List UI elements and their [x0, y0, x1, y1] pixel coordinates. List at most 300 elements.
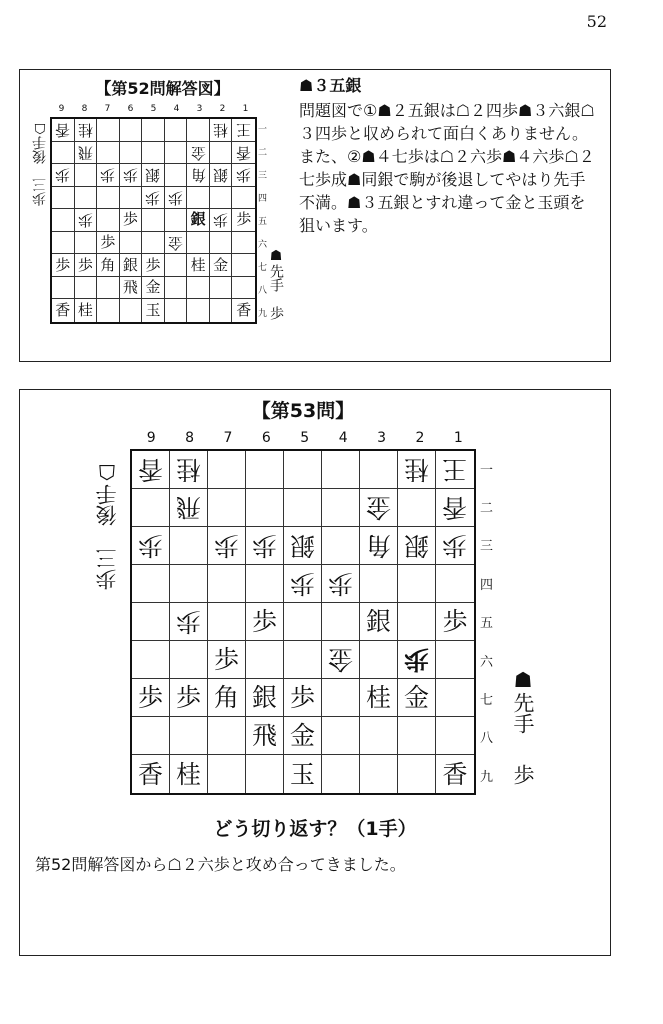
square-1-3: [232, 164, 255, 187]
sente-piece: 角: [100, 255, 116, 274]
row-label: 九: [258, 309, 268, 319]
sente-hand: 歩: [511, 764, 535, 785]
problem-title: 【第53問】: [251, 400, 355, 422]
square-7-8: [208, 717, 246, 755]
gote-piece: 飛: [77, 143, 93, 162]
column-label: 5: [150, 104, 157, 114]
square-7-4: [208, 565, 246, 603]
row-label: 八: [258, 286, 268, 296]
sente-piece: 香: [236, 301, 252, 320]
square-6-9: [246, 755, 284, 793]
square-5-7: [142, 254, 165, 277]
square-7-7: [208, 679, 246, 717]
square-8-3: [170, 527, 208, 565]
gote-piece: 歩: [213, 211, 229, 230]
square-2-6: [398, 641, 436, 679]
square-4-5: [322, 603, 360, 641]
sente-label: 先手: [511, 692, 535, 734]
square-7-7: [97, 254, 120, 277]
sente-piece: 金: [145, 278, 161, 297]
row-label: 三: [480, 539, 494, 555]
sente-piece: 金: [403, 683, 429, 712]
column-label: 2: [415, 430, 425, 446]
column-label: 9: [146, 430, 156, 446]
square-6-4: [120, 187, 143, 210]
square-6-6: [120, 232, 143, 255]
square-2-3: [210, 164, 233, 187]
gote-piece: 金: [168, 234, 184, 253]
square-6-2: [120, 142, 143, 165]
square-1-8: [436, 717, 474, 755]
sente-info: [266, 248, 286, 320]
column-label: 6: [261, 430, 271, 446]
sente-piece: 銀: [251, 683, 277, 712]
square-5-3: [284, 527, 322, 565]
row-label: 一: [480, 462, 494, 478]
sente-piece: 歩: [175, 683, 201, 712]
square-4-1: [322, 451, 360, 489]
square-3-7: [187, 254, 210, 277]
square-9-5: [132, 603, 170, 641]
gote-hand: 歩三: [95, 548, 119, 590]
gote-label: 後手: [95, 484, 119, 526]
column-label: 3: [377, 430, 386, 446]
gote-piece: 銀: [145, 166, 161, 185]
square-1-3: [436, 527, 474, 565]
square-5-9: [142, 299, 165, 322]
row-label: 七: [258, 263, 268, 273]
square-3-6: [187, 232, 210, 255]
square-5-2: [284, 489, 322, 527]
gote-piece: 歩: [77, 211, 93, 230]
sente-piece: 香: [137, 759, 163, 789]
problem-panel: [19, 389, 611, 956]
sente-piece: 金: [213, 255, 229, 274]
square-1-6: [436, 641, 474, 679]
square-9-5: [52, 209, 75, 232]
sente-piece: 飛: [122, 278, 138, 297]
sente-info: [508, 668, 538, 785]
gote-mark-icon: ☖: [95, 460, 119, 484]
column-label: 5: [300, 430, 310, 446]
answer-text: 問題図で①☗２五銀は☖２四歩☗３六銀☖３四歩と収められて面白くありません。また、②☗４七歩は☖２六歩☗４六歩☖２七歩成☗同銀で駒が後退してやはり先手不満。☗３五銀とすれ違って金と玉頭を狙います。: [299, 101, 595, 235]
square-6-8: [120, 277, 143, 300]
gote-piece: 歩: [145, 188, 161, 207]
column-label: 7: [223, 430, 233, 446]
square-3-3: [187, 164, 210, 187]
square-3-1: [360, 451, 398, 489]
gote-mark-icon: ☖: [32, 120, 48, 136]
square-6-4: [246, 565, 284, 603]
gote-piece: 桂: [213, 121, 229, 140]
column-label: 2: [219, 104, 226, 114]
square-4-3: [322, 527, 360, 565]
answer-figure-title: 【第52問解答図】: [95, 79, 230, 98]
square-8-8: [170, 717, 208, 755]
square-8-5: [170, 603, 208, 641]
square-9-2: [132, 489, 170, 527]
square-8-7: [75, 254, 98, 277]
gote-piece: 歩: [403, 645, 429, 674]
gote-info: [92, 460, 122, 590]
square-1-5: [436, 603, 474, 641]
square-8-3: [75, 164, 98, 187]
square-8-1: [75, 119, 98, 142]
gote-piece: 歩: [168, 188, 184, 207]
gote-piece: 王: [442, 455, 468, 484]
square-4-9: [165, 299, 188, 322]
sente-piece: 飛: [251, 721, 277, 750]
square-5-8: [142, 277, 165, 300]
square-4-7: [322, 679, 360, 717]
square-6-5: [246, 603, 284, 641]
sente-piece: 香: [55, 301, 71, 320]
sente-piece: 歩: [442, 607, 468, 636]
square-8-4: [170, 565, 208, 603]
square-2-4: [398, 565, 436, 603]
sente-piece: 桂: [175, 759, 201, 789]
square-3-9: [187, 299, 210, 322]
square-6-7: [120, 254, 143, 277]
square-9-8: [52, 277, 75, 300]
square-5-4: [284, 565, 322, 603]
square-7-6: [97, 232, 120, 255]
square-7-2: [208, 489, 246, 527]
gote-piece: 歩: [327, 569, 353, 598]
square-9-3: [52, 164, 75, 187]
gote-piece: 香: [55, 121, 71, 140]
square-7-6: [208, 641, 246, 679]
square-3-5: [187, 209, 210, 232]
square-2-1: [210, 119, 233, 142]
square-6-3: [120, 164, 143, 187]
problem-note: 第52問解答図から☖２六歩と攻め合ってきました。: [35, 855, 406, 874]
gote-piece: 歩: [137, 531, 163, 560]
square-6-3: [246, 527, 284, 565]
square-6-5: [120, 209, 143, 232]
square-9-7: [132, 679, 170, 717]
square-8-9: [170, 755, 208, 793]
sente-piece: 玉: [145, 301, 161, 320]
gote-piece: 香: [442, 493, 468, 522]
column-label: 3: [196, 104, 203, 114]
column-labels: [132, 430, 478, 446]
problem-board: [130, 449, 476, 795]
square-1-7: [232, 254, 255, 277]
sente-piece: 桂: [365, 683, 391, 712]
square-1-9: [232, 299, 255, 322]
row-label: 八: [480, 731, 494, 747]
square-4-5: [165, 209, 188, 232]
square-7-9: [208, 755, 246, 793]
square-8-6: [170, 641, 208, 679]
square-4-4: [165, 187, 188, 210]
sente-mark-icon: ☗: [268, 248, 284, 264]
gote-piece: 歩: [251, 531, 277, 560]
gote-piece: 歩: [442, 531, 468, 560]
square-5-5: [142, 209, 165, 232]
row-label: 四: [480, 577, 494, 593]
sente-piece: 歩: [289, 683, 315, 712]
sente-piece: 歩: [251, 607, 277, 636]
square-2-7: [398, 679, 436, 717]
square-2-1: [398, 451, 436, 489]
square-9-6: [132, 641, 170, 679]
sente-piece: 銀: [365, 607, 391, 636]
square-8-5: [75, 209, 98, 232]
square-8-1: [170, 451, 208, 489]
square-6-8: [246, 717, 284, 755]
square-8-7: [170, 679, 208, 717]
gote-piece: 飛: [175, 493, 201, 522]
sente-piece: 桂: [190, 255, 206, 274]
square-8-2: [75, 142, 98, 165]
answer-move: ☗３五銀: [299, 76, 362, 95]
square-9-4: [52, 187, 75, 210]
problem-question: どう切り返す？（1手）: [213, 818, 417, 840]
square-4-7: [165, 254, 188, 277]
square-7-5: [208, 603, 246, 641]
square-6-6: [246, 641, 284, 679]
column-label: 8: [81, 104, 88, 114]
square-7-4: [97, 187, 120, 210]
square-7-3: [208, 527, 246, 565]
gote-piece: 歩: [55, 166, 71, 185]
answer-board: [50, 117, 257, 324]
square-2-2: [210, 142, 233, 165]
square-6-9: [120, 299, 143, 322]
square-6-2: [246, 489, 284, 527]
square-8-6: [75, 232, 98, 255]
square-1-7: [436, 679, 474, 717]
square-9-9: [52, 299, 75, 322]
gote-piece: 歩: [175, 607, 201, 636]
row-label: 三: [258, 171, 268, 181]
gote-piece: 歩: [236, 166, 252, 185]
square-9-1: [132, 451, 170, 489]
square-8-8: [75, 277, 98, 300]
square-1-6: [232, 232, 255, 255]
sente-label: 先手: [268, 264, 284, 292]
gote-info: [30, 120, 50, 206]
square-5-6: [284, 641, 322, 679]
gote-piece: 香: [137, 455, 163, 484]
square-5-9: [284, 755, 322, 793]
row-label: 二: [258, 148, 268, 158]
row-label: 五: [258, 217, 268, 227]
row-label: 四: [258, 194, 268, 204]
square-2-2: [398, 489, 436, 527]
square-2-6: [210, 232, 233, 255]
row-label: 六: [480, 654, 494, 670]
square-3-6: [360, 641, 398, 679]
row-labels: [480, 449, 493, 795]
square-2-9: [398, 755, 436, 793]
square-4-2: [165, 142, 188, 165]
square-1-1: [436, 451, 474, 489]
square-5-4: [142, 187, 165, 210]
gote-piece: 歩: [100, 166, 116, 185]
page-number: 52: [586, 12, 607, 31]
square-6-1: [120, 119, 143, 142]
square-5-7: [284, 679, 322, 717]
row-label: 五: [480, 616, 494, 632]
square-3-4: [360, 565, 398, 603]
square-2-8: [398, 717, 436, 755]
square-7-3: [97, 164, 120, 187]
square-4-4: [322, 565, 360, 603]
square-8-4: [75, 187, 98, 210]
square-2-8: [210, 277, 233, 300]
square-5-1: [142, 119, 165, 142]
square-5-2: [142, 142, 165, 165]
row-label: 二: [480, 501, 494, 517]
square-7-1: [97, 119, 120, 142]
square-2-5: [398, 603, 436, 641]
square-8-2: [170, 489, 208, 527]
square-3-8: [187, 277, 210, 300]
square-1-5: [232, 209, 255, 232]
square-3-2: [187, 142, 210, 165]
gote-piece: 歩: [289, 569, 315, 598]
sente-piece: 角: [213, 683, 239, 712]
column-label: 1: [453, 430, 463, 446]
square-3-5: [360, 603, 398, 641]
column-label: 1: [242, 104, 249, 114]
sente-piece: 歩: [122, 210, 138, 229]
square-8-9: [75, 299, 98, 322]
sente-piece: 歩: [236, 210, 252, 229]
gote-piece: 歩: [213, 531, 239, 560]
row-label: 六: [258, 240, 268, 250]
sente-piece: 歩: [55, 255, 71, 274]
sente-piece: 歩: [77, 255, 93, 274]
square-3-4: [187, 187, 210, 210]
sente-piece: 歩: [213, 645, 239, 674]
sente-mark-icon: ☗: [511, 668, 535, 692]
square-4-2: [322, 489, 360, 527]
gote-label: 後手: [32, 136, 48, 164]
column-label: 8: [185, 430, 195, 446]
square-9-6: [52, 232, 75, 255]
square-7-1: [208, 451, 246, 489]
sente-piece: 歩: [137, 683, 163, 712]
square-2-9: [210, 299, 233, 322]
square-5-1: [284, 451, 322, 489]
square-2-5: [210, 209, 233, 232]
column-label: 4: [338, 430, 348, 446]
square-7-5: [97, 209, 120, 232]
gote-piece: 金: [327, 645, 353, 674]
square-1-1: [232, 119, 255, 142]
sente-piece: 桂: [77, 301, 93, 320]
sente-piece: 歩: [145, 255, 161, 274]
square-6-7: [246, 679, 284, 717]
square-7-9: [97, 299, 120, 322]
square-4-6: [165, 232, 188, 255]
square-9-8: [132, 717, 170, 755]
square-4-1: [165, 119, 188, 142]
square-4-9: [322, 755, 360, 793]
square-6-1: [246, 451, 284, 489]
square-9-1: [52, 119, 75, 142]
square-3-1: [187, 119, 210, 142]
gote-piece: 香: [236, 143, 252, 162]
gote-piece: 角: [190, 166, 206, 185]
gote-piece: 銀: [213, 166, 229, 185]
square-3-7: [360, 679, 398, 717]
answer-panel: [19, 69, 611, 362]
square-1-4: [232, 187, 255, 210]
sente-piece: 銀: [122, 255, 138, 274]
sente-piece: 銀: [190, 210, 206, 229]
square-4-8: [322, 717, 360, 755]
sente-hand: 歩: [268, 306, 284, 320]
square-3-2: [360, 489, 398, 527]
gote-piece: 金: [190, 143, 206, 162]
column-label: 7: [104, 104, 111, 114]
sente-piece: 香: [442, 759, 468, 789]
gote-piece: 歩: [122, 166, 138, 185]
square-5-8: [284, 717, 322, 755]
row-label: 七: [480, 693, 494, 709]
square-2-3: [398, 527, 436, 565]
column-labels: [50, 104, 257, 114]
square-2-7: [210, 254, 233, 277]
square-5-5: [284, 603, 322, 641]
square-3-3: [360, 527, 398, 565]
square-9-3: [132, 527, 170, 565]
square-1-8: [232, 277, 255, 300]
square-9-9: [132, 755, 170, 793]
row-label: 九: [480, 769, 494, 785]
gote-hand: 歩三: [32, 178, 48, 206]
square-5-6: [142, 232, 165, 255]
square-3-9: [360, 755, 398, 793]
square-1-2: [232, 142, 255, 165]
square-7-8: [97, 277, 120, 300]
gote-piece: 王: [236, 121, 252, 140]
sente-piece: 金: [289, 721, 315, 750]
gote-piece: 銀: [403, 531, 429, 560]
square-4-3: [165, 164, 188, 187]
square-5-3: [142, 164, 165, 187]
column-label: 6: [127, 104, 134, 114]
sente-piece: 玉: [289, 759, 315, 789]
gote-piece: 桂: [77, 121, 93, 140]
square-1-4: [436, 565, 474, 603]
square-3-8: [360, 717, 398, 755]
gote-piece: 金: [365, 493, 391, 522]
square-7-2: [97, 142, 120, 165]
square-4-6: [322, 641, 360, 679]
row-label: 一: [258, 125, 268, 135]
square-1-9: [436, 755, 474, 793]
column-label: 4: [173, 104, 180, 114]
column-label: 9: [58, 104, 65, 114]
square-9-7: [52, 254, 75, 277]
answer-explanation: [299, 74, 595, 237]
gote-piece: 桂: [403, 455, 429, 484]
sente-piece: 歩: [100, 233, 116, 252]
square-9-2: [52, 142, 75, 165]
square-9-4: [132, 565, 170, 603]
square-1-2: [436, 489, 474, 527]
gote-piece: 銀: [289, 531, 315, 560]
square-2-4: [210, 187, 233, 210]
gote-piece: 桂: [175, 455, 201, 484]
square-4-8: [165, 277, 188, 300]
